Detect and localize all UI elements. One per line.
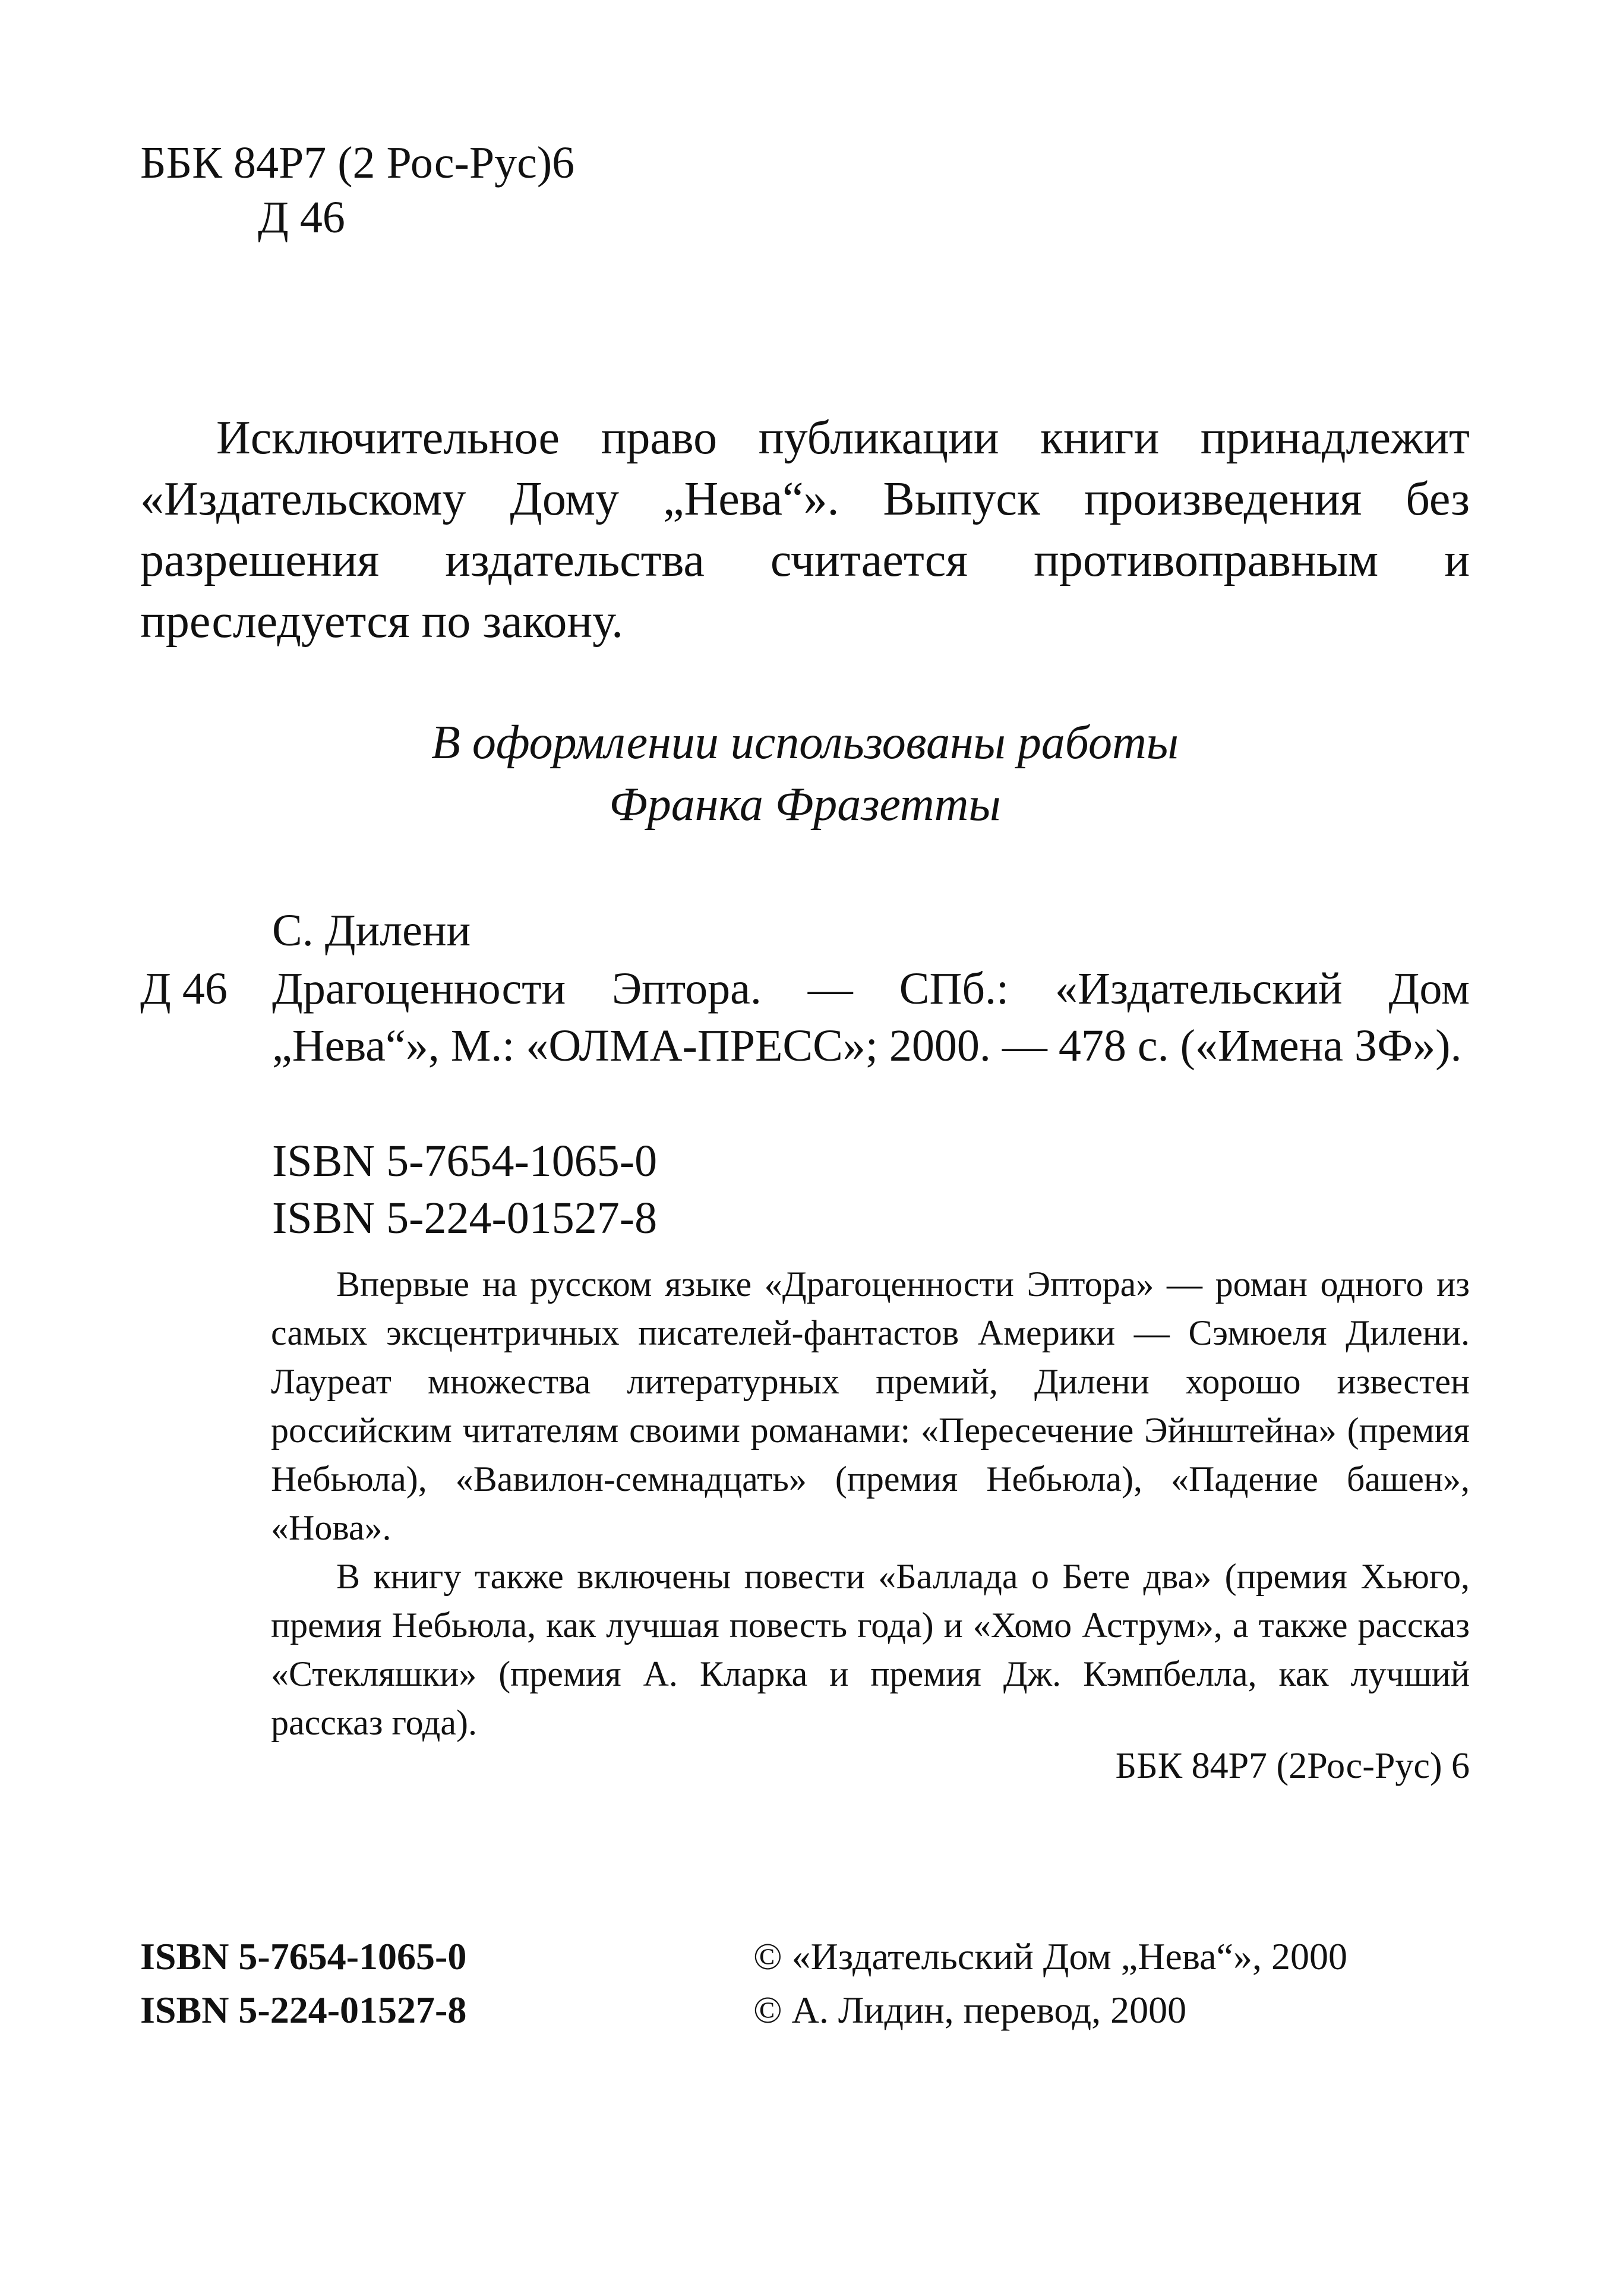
design-credit-artist: Франка Фразетты [609, 778, 1001, 831]
catalog-isbn-2: ISBN 5-224-01527-8 [272, 1193, 658, 1243]
bbk-code: ББК 84Р7 (2 Рос-Рус)6 [140, 138, 575, 188]
annotation-paragraph: Впервые на русском языке «Драгоценности Эптора» — роман одного из самых эксцентричных писателей-фантастов Америки — Сэмюеля Дилени. Лауреат множества литературных премий, Дилени хорошо известен российским читателям своими романами: «Пересечение Эйнштейна» (премия Небьюла), «Вавилон-семнадцать» (премия Небьюла), «Падение башен», «Нова». [271, 1264, 1470, 1547]
catalog-author: С. Дилени [272, 906, 471, 955]
annotation-paragraph: В книгу также включены повести «Баллада о Бете два» (премия Хьюго, премия Небьюла, как лучшая повесть года) и «Хомо Аструм», а также рассказ «Стекляшки» (премия А. Кларка и премия Дж. Кэмпбелла, как лучший рассказ года). [271, 1557, 1470, 1742]
author-mark: Д 46 [258, 193, 345, 242]
annotation [271, 1260, 1470, 1747]
footer-copyright-translator: © А. Лидин, перевод, 2000 [753, 1989, 1187, 2031]
design-credit [140, 712, 1470, 835]
catalog-description: Драгоценности Эптора. — СПб.: «Издательский Дом „Нева“», М.: «ОЛМА-ПРЕСС»; 2000. — 478 с. («Имена ЗФ»). [272, 964, 1470, 1071]
catalog-author-mark: Д 46 [140, 964, 228, 1014]
catalog-isbn-1: ISBN 5-7654-1065-0 [272, 1136, 658, 1186]
design-credit-line: В оформлении использованы работы [431, 717, 1179, 769]
footer-isbn-1: ISBN 5-7654-1065-0 [140, 1935, 467, 1978]
footer-isbn-2: ISBN 5-224-01527-8 [140, 1989, 467, 2031]
footer-copyright-publisher: © «Издательский Дом „Нева“», 2000 [753, 1935, 1347, 1978]
bbk-code-bottom: ББК 84Р7 (2Рос-Рус) 6 [1115, 1746, 1470, 1786]
rights-notice: Исключительное право публикации книги принадлежит «Издательскому Дому „Нева“». Выпуск произведения без разрешения издательства считается противоправным и преследуется по закону. [140, 412, 1470, 648]
